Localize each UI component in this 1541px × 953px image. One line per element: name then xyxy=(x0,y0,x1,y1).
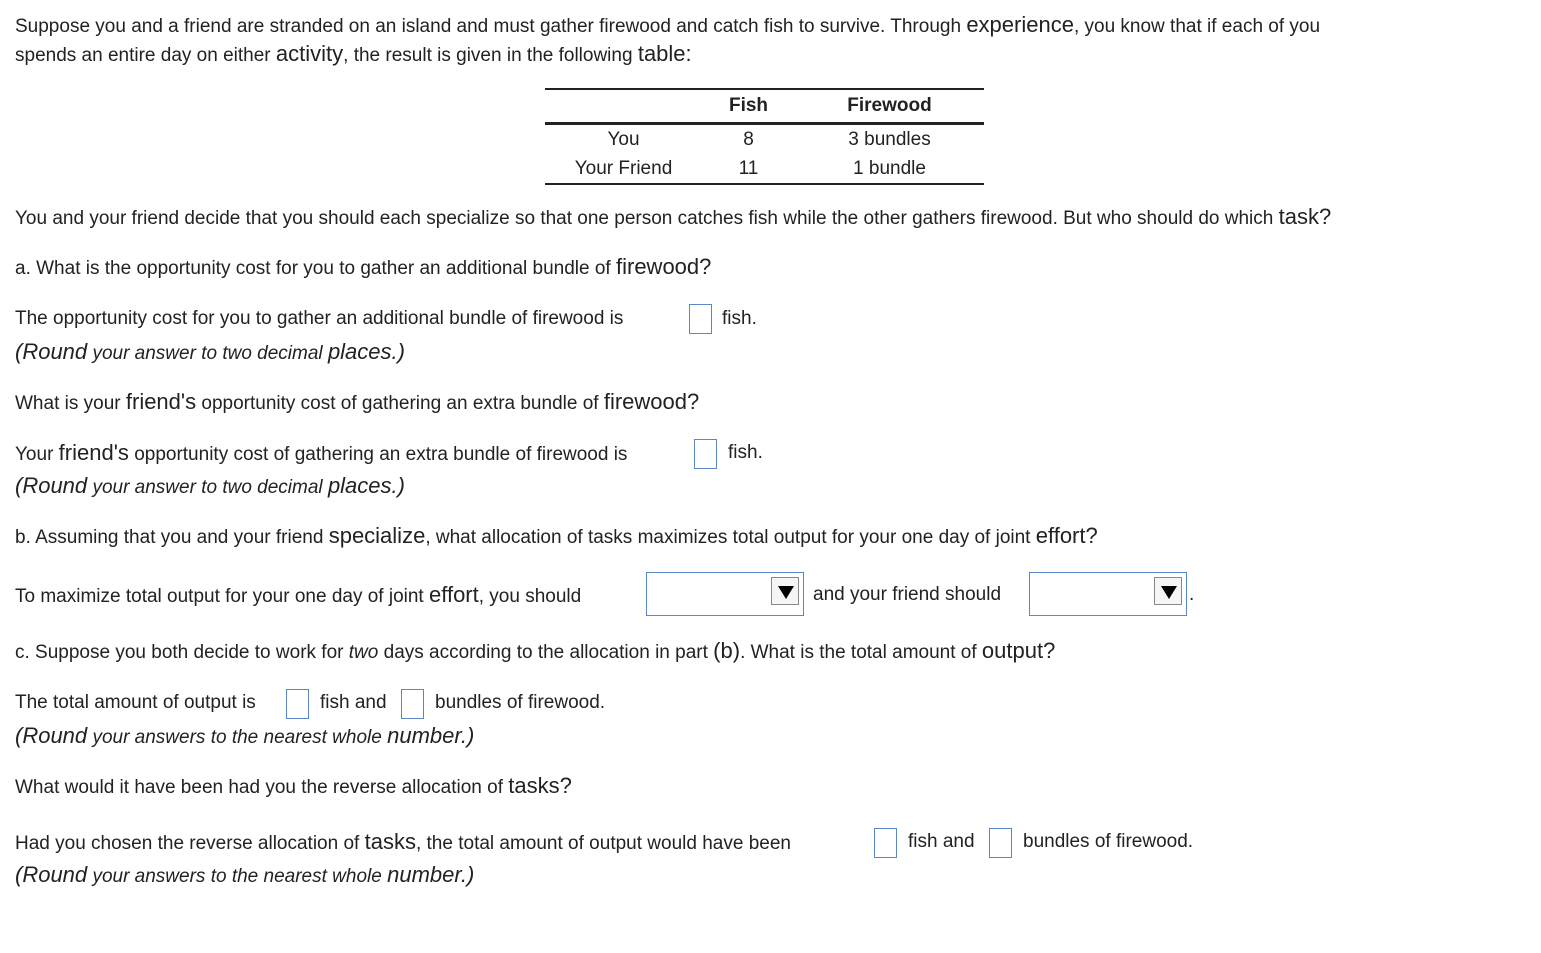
round-note-mid: your answers to the nearest whole xyxy=(92,866,382,887)
specialize-text xyxy=(15,205,1331,231)
part-a-question xyxy=(15,255,711,281)
part-a-word-firewood: firewood xyxy=(616,254,700,279)
your-opportunity-cost-input[interactable] xyxy=(689,304,712,334)
reverse-firewood-input[interactable] xyxy=(989,828,1012,858)
round-note-open: (Round xyxy=(15,339,88,364)
total-output-mid: fish and xyxy=(320,692,387,713)
specialize-qmark: ? xyxy=(1318,204,1332,229)
friend-opportunity-cost-input[interactable] xyxy=(694,439,717,469)
part-c-qmark: ? xyxy=(1043,638,1056,663)
part-b-word-effort: effort xyxy=(1035,523,1086,548)
total-firewood-input[interactable] xyxy=(401,689,424,719)
friend-answer-suffix: fish. xyxy=(728,442,763,463)
table-header-row xyxy=(545,89,984,124)
friend-question-text-2: opportunity cost of gathering an extra bundle of xyxy=(201,393,599,414)
table-cell-fish: 11 xyxy=(702,154,795,184)
reverse-answer-suffix: bundles of firewood. xyxy=(1023,831,1194,852)
table-row xyxy=(545,124,984,155)
total-output-suffix: bundles of firewood. xyxy=(435,692,606,713)
friend-question-word: friend's xyxy=(125,389,197,414)
intro-text-2: spends an entire day on either xyxy=(15,45,271,66)
reverse-round-note xyxy=(15,863,474,889)
part-b-word-specialize: specialize xyxy=(328,523,426,548)
reverse-question xyxy=(15,774,572,800)
part-a-answer-suffix: fish. xyxy=(722,308,757,329)
intro-text-end: , you know that if each of you xyxy=(1073,16,1321,37)
part-b-qmark: ? xyxy=(1085,523,1098,548)
you-should-dropdown[interactable] xyxy=(646,572,804,616)
round-note-end: number.) xyxy=(387,862,475,887)
table-cell-fish: 8 xyxy=(743,128,754,150)
total-output-prefix: The total amount of output is xyxy=(15,692,256,713)
intro-line-2 xyxy=(15,42,692,68)
total-fish-input[interactable] xyxy=(286,689,309,719)
part-b-answer-text-2: , you should xyxy=(478,586,582,607)
part-c-word-b: (b) xyxy=(713,638,741,663)
intro-word-table: table xyxy=(637,41,686,66)
table-cell-firewood: 3 bundles xyxy=(848,128,931,150)
part-a-question-text: a. What is the opportunity cost for you to gather an additional bundle of xyxy=(15,258,611,279)
part-c-question-text-2: days according to the allocation in part xyxy=(383,642,708,663)
part-c-round-note xyxy=(15,724,474,750)
friend-answer-text-2: opportunity cost of gathering an extra bundle of firewood is xyxy=(134,444,628,465)
round-note-mid: your answer to two decimal xyxy=(92,477,323,498)
table-row xyxy=(545,154,984,184)
friend-question-word-firewood: firewood xyxy=(603,389,687,414)
round-note-open: (Round xyxy=(15,473,88,498)
table-header-blank xyxy=(545,89,702,124)
part-b-answer-prefix xyxy=(15,583,581,609)
chevron-down-icon[interactable] xyxy=(771,577,799,605)
friend-answer-word: friend's xyxy=(58,440,129,465)
friend-question-text: What is your xyxy=(15,393,121,414)
reverse-question-word-tasks: tasks xyxy=(508,773,560,798)
reverse-fish-input[interactable] xyxy=(874,828,897,858)
table-cell-firewood: 1 bundle xyxy=(795,154,984,184)
friend-answer-text: Your xyxy=(15,444,54,465)
round-note-open: (Round xyxy=(15,862,88,887)
reverse-answer-word-tasks: tasks xyxy=(364,829,416,854)
part-b-answer-word-effort: effort xyxy=(429,582,479,607)
part-a-answer-prefix: The opportunity cost for you to gather an additional bundle of firewood is xyxy=(15,308,624,329)
part-c-question xyxy=(15,639,1055,665)
friend-round-note xyxy=(15,474,405,500)
round-note-end: places.) xyxy=(327,473,405,498)
output-table xyxy=(545,88,984,185)
part-b-question xyxy=(15,524,1098,550)
round-note-end: places.) xyxy=(327,339,405,364)
reverse-answer-mid: fish and xyxy=(908,831,975,852)
round-note-end: number.) xyxy=(387,723,475,748)
part-a-round-note xyxy=(15,340,405,366)
part-a-qmark: ? xyxy=(699,254,712,279)
part-c-word-output: output xyxy=(981,638,1044,663)
table-cell-who: You xyxy=(607,128,640,150)
table-header-firewood: Firewood xyxy=(795,89,984,124)
friend-answer-prefix xyxy=(15,441,627,467)
specialize-word-task: task xyxy=(1278,204,1319,229)
round-note-mid: your answer to two decimal xyxy=(92,343,323,364)
reverse-answer-text: Had you chosen the reverse allocation of xyxy=(15,833,360,854)
part-b-answer-text: To maximize total output for your one day of joint xyxy=(15,586,424,607)
reverse-question-text: What would it have been had you the reverse allocation of xyxy=(15,777,503,798)
part-c-word-two: two xyxy=(348,642,379,663)
table-cell-who: Your Friend xyxy=(545,154,702,184)
reverse-answer-prefix xyxy=(15,830,791,856)
part-b-question-text-2: , what allocation of tasks maximizes total output for your one day of joint xyxy=(425,527,1031,548)
intro-word-activity: activity xyxy=(275,41,344,66)
round-note-mid: your answers to the nearest whole xyxy=(92,727,382,748)
friend-question xyxy=(15,390,699,416)
part-b-answer-mid: and your friend should xyxy=(813,584,1002,605)
part-c-question-text-3: . What is the total amount of xyxy=(740,642,977,663)
specialize-sentence: You and your friend decide that you should each specialize so that one person catches fish while the other gathers firewood. But who should do which xyxy=(15,208,1274,229)
table-header-fish: Fish xyxy=(702,89,795,124)
intro-text-3: , the result is given in the following xyxy=(343,45,633,66)
intro-word-experience: experience xyxy=(966,12,1074,37)
part-c-question-text: c. Suppose you both decide to work for xyxy=(15,642,344,663)
part-b-answer-end: . xyxy=(1189,584,1195,605)
round-note-open: (Round xyxy=(15,723,88,748)
reverse-question-qmark: ? xyxy=(559,773,572,798)
friend-should-dropdown[interactable] xyxy=(1029,572,1187,616)
intro-line-1 xyxy=(15,13,1320,39)
part-b-question-text: b. Assuming that you and your friend xyxy=(15,527,324,548)
intro-text: Suppose you and a friend are stranded on an island and must gather firewood and catch fish to survive. Through xyxy=(15,16,962,37)
friend-question-qmark: ? xyxy=(686,389,700,414)
chevron-down-icon[interactable] xyxy=(1154,577,1182,605)
intro-colon: : xyxy=(685,41,692,66)
reverse-answer-text-2: , the total amount of output would have been xyxy=(415,833,791,854)
